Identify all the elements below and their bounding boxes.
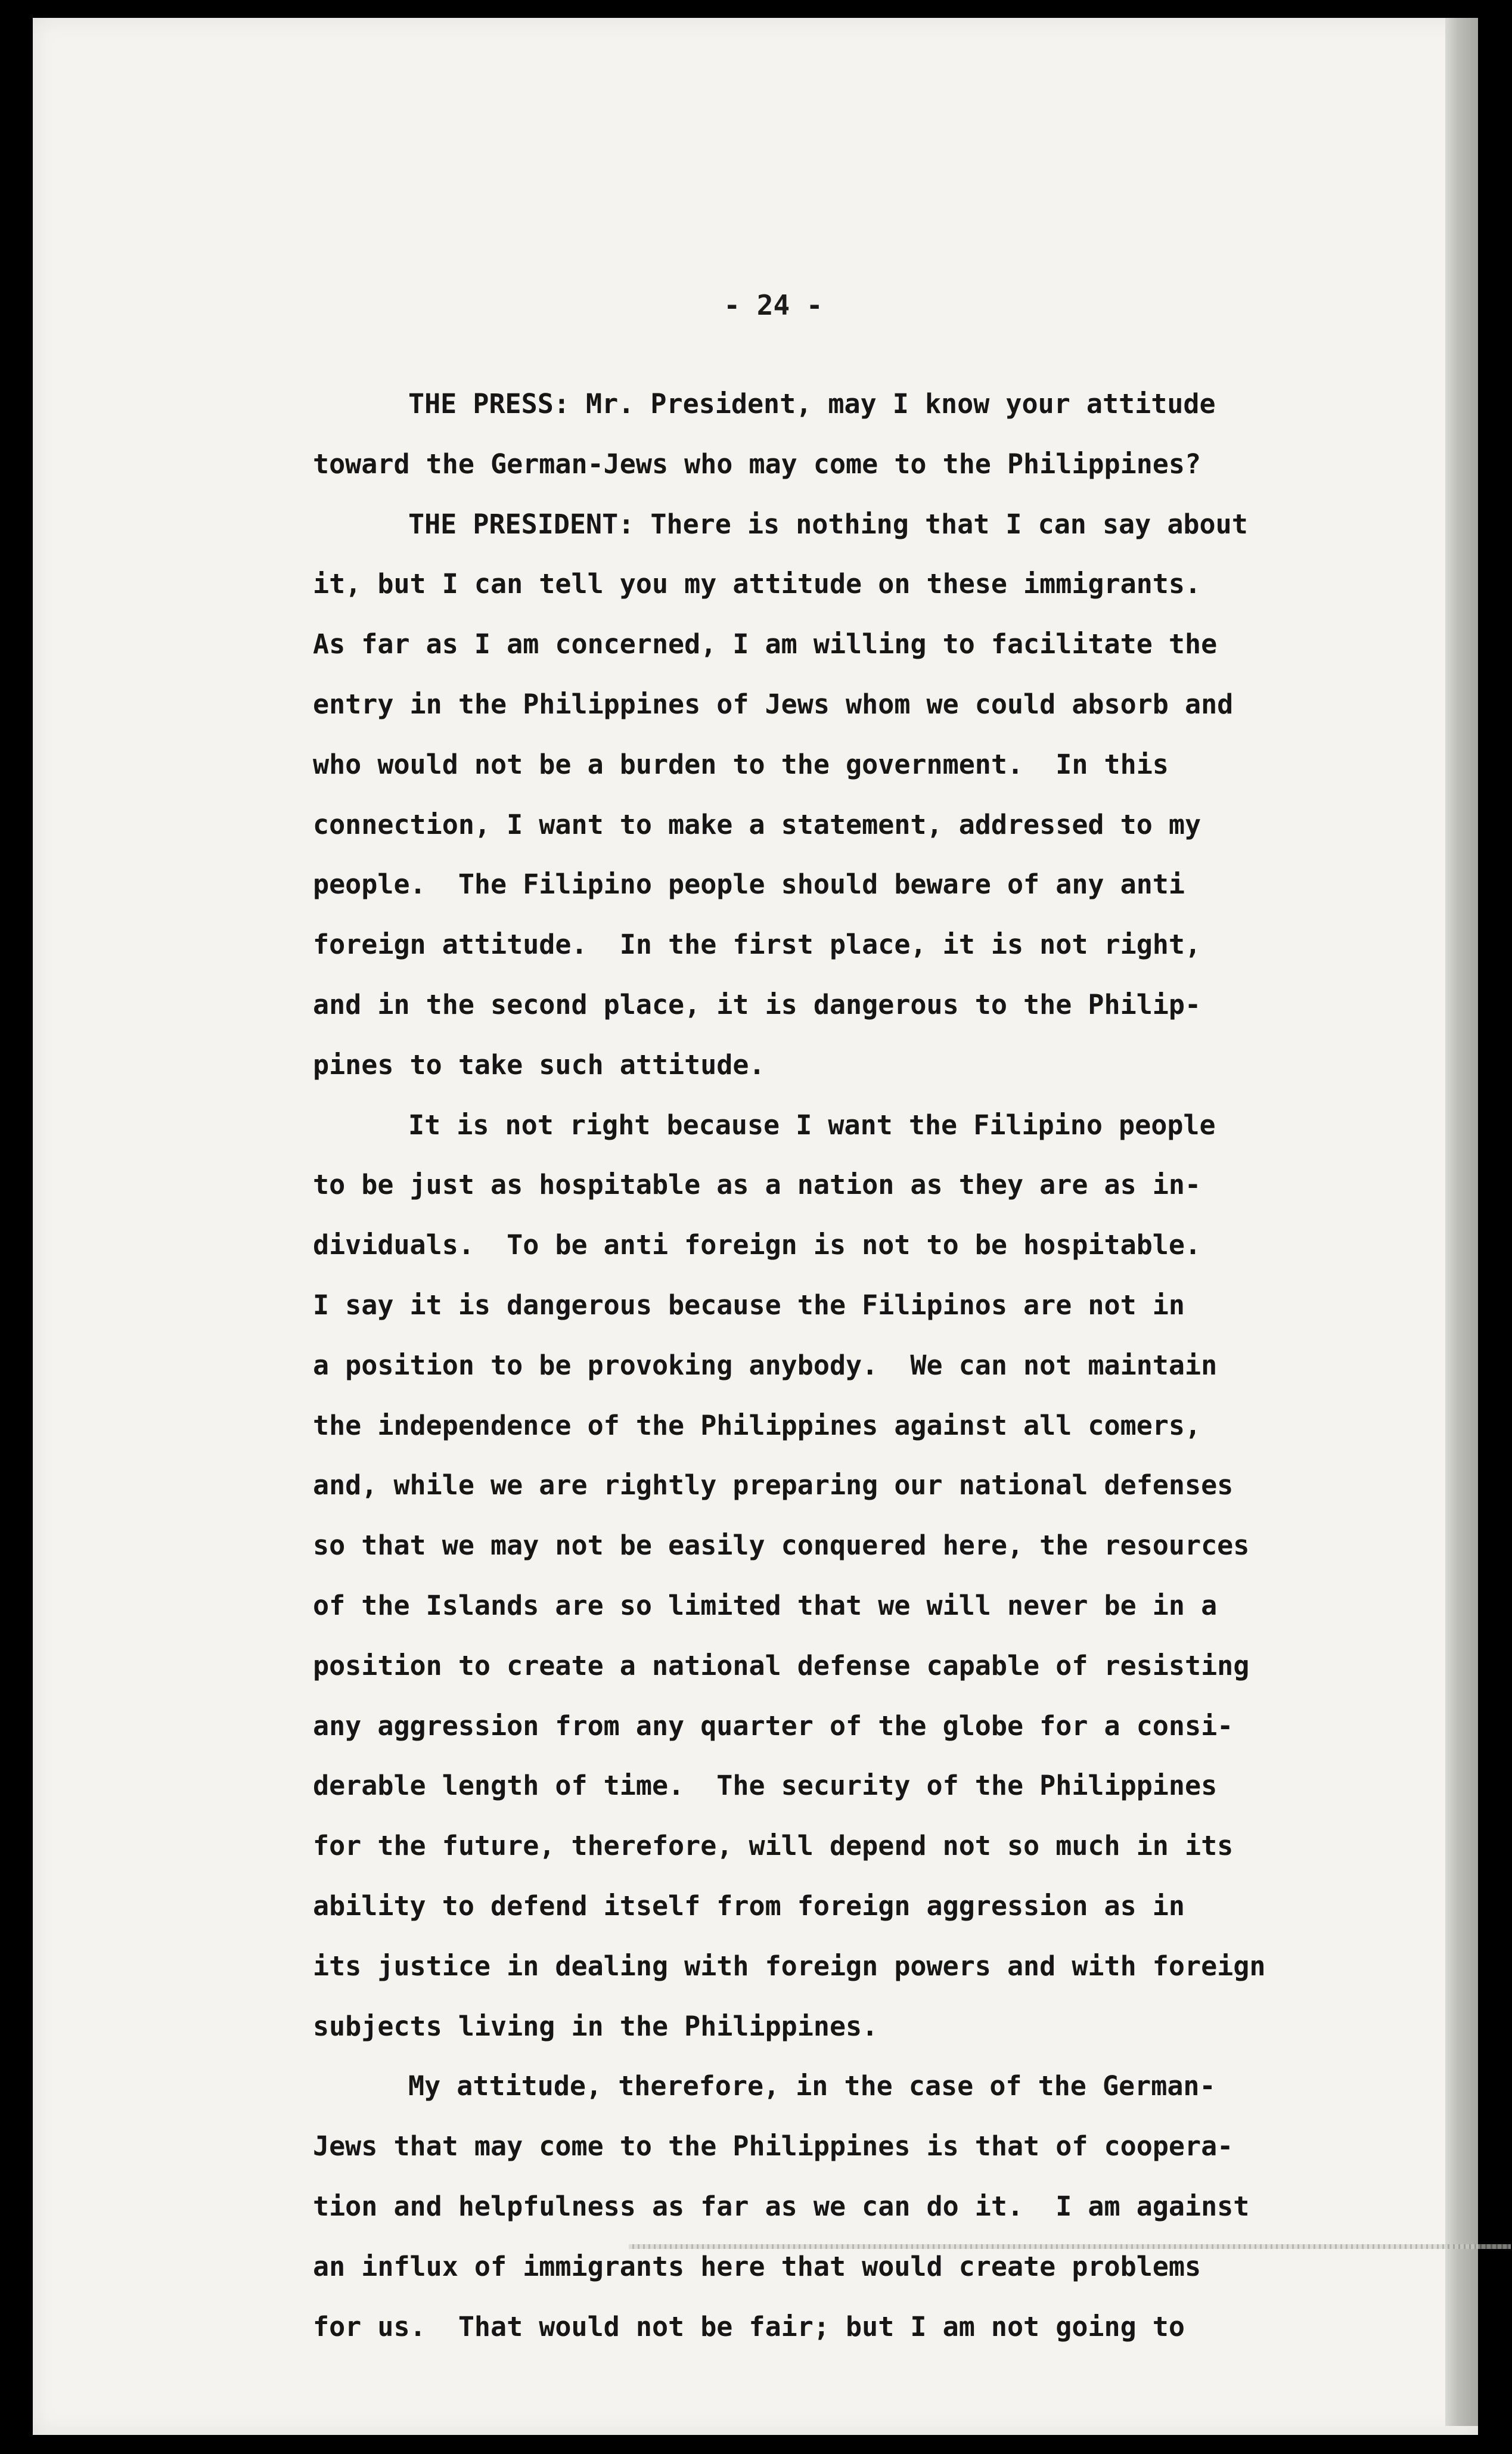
transcript-body bbox=[313, 374, 1398, 2357]
text-line: for the future, therefore, will depend not so much in its bbox=[313, 1830, 1234, 1862]
text-line: of the Islands are so limited that we will never be in a bbox=[313, 1589, 1218, 1621]
text-line: who would not be a burden to the government. In this bbox=[313, 748, 1169, 780]
text-line: It is not right because I want the Filipino people bbox=[408, 1109, 1216, 1141]
text-line: My attitude, therefore, in the case of the German- bbox=[408, 2070, 1216, 2102]
text-line: Jews that may come to the Philippines is that of coopera- bbox=[313, 2130, 1234, 2163]
text-line: tion and helpfulness as far as we can do it. I am against bbox=[313, 2190, 1250, 2222]
page-number: - 24 - bbox=[724, 289, 823, 321]
text-line: subjects living in the Philippines. bbox=[313, 2010, 878, 2042]
text-line: pines to take such attitude. bbox=[313, 1048, 765, 1081]
text-line: connection, I want to make a statement, addressed to my bbox=[313, 808, 1201, 840]
text-line: toward the German-Jews who may come to the Philippines? bbox=[313, 448, 1201, 480]
text-line: any aggression from any quarter of the globe for a consi- bbox=[313, 1710, 1234, 1742]
text-line: derable length of time. The security of the Philippines bbox=[313, 1770, 1218, 1802]
text-line: THE PRESIDENT: There is nothing that I can say about bbox=[408, 508, 1248, 540]
text-line: entry in the Philippines of Jews whom we could absorb and bbox=[313, 688, 1234, 720]
text-line: the independence of the Philippines against all comers, bbox=[313, 1409, 1201, 1441]
text-line: a position to be provoking anybody. We can not maintain bbox=[313, 1349, 1218, 1381]
text-line: ability to defend itself from foreign aggression as in bbox=[313, 1890, 1185, 1922]
text-line: it, but I can tell you my attitude on these immigrants. bbox=[313, 568, 1201, 600]
text-line: its justice in dealing with foreign powers and with foreign bbox=[313, 1950, 1266, 1982]
document-page bbox=[33, 18, 1478, 2435]
text-line: foreign attitude. In the first place, it is not right, bbox=[313, 929, 1201, 961]
text-line: As far as I am concerned, I am willing to facilitate the bbox=[313, 628, 1218, 660]
text-line: an influx of immigrants here that would create problems bbox=[313, 2250, 1201, 2282]
text-line: I say it is dangerous because the Filipinos are not in bbox=[313, 1289, 1185, 1321]
page-edge bbox=[1445, 18, 1478, 2426]
text-line: people. The Filipino people should beware of any anti bbox=[313, 868, 1185, 901]
text-line: for us. That would not be fair; but I am not going to bbox=[313, 2310, 1185, 2343]
text-line: THE PRESS: Mr. President, may I know your attitude bbox=[408, 388, 1216, 420]
text-line: so that we may not be easily conquered here, the resources bbox=[313, 1530, 1250, 1562]
text-line: and, while we are rightly preparing our national defenses bbox=[313, 1469, 1234, 1501]
text-line: dividuals. To be anti foreign is not to be hospitable. bbox=[313, 1229, 1201, 1261]
text-line: and in the second place, it is dangerous to the Philip- bbox=[313, 988, 1201, 1020]
text-line: position to create a national defense capable of resisting bbox=[313, 1649, 1250, 1681]
text-line: to be just as hospitable as a nation as they are as in- bbox=[313, 1169, 1201, 1201]
